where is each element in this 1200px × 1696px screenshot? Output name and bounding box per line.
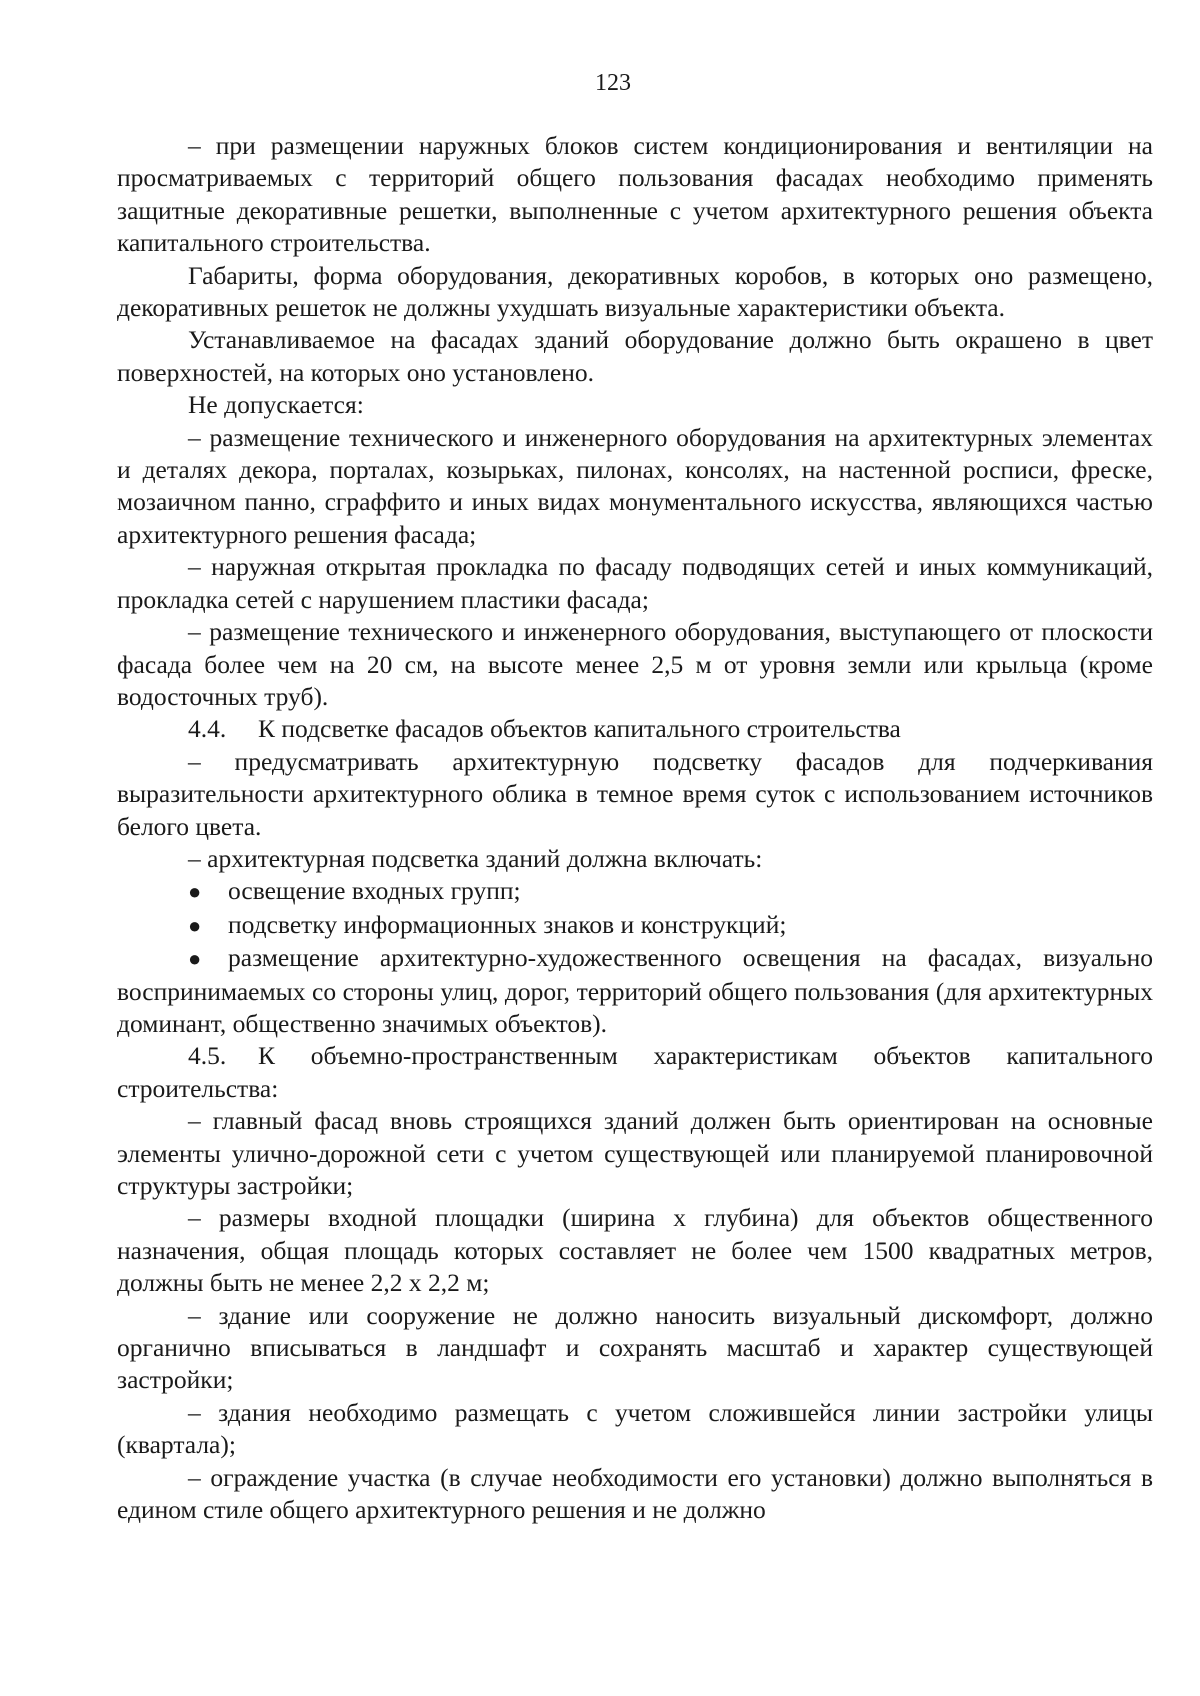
list-item-text: освещение входных групп;: [228, 876, 521, 906]
list-item-text: подсветку информационных знаков и конструкций;: [228, 909, 787, 939]
paragraph: – при размещении наружных блоков систем кондиционирования и вентиляции на просматриваемых с территорий общего пользования фасадах необходимо применять защитные декоративные решетки, выполненные с учетом архитектурного решения объекта капитального строительства.: [117, 131, 1153, 258]
paragraph: Не допускается:: [188, 390, 364, 420]
list-item: [117, 909, 1153, 942]
paragraph: – предусматривать архитектурную подсветку фасадов для подчеркивания выразительности архитектурного облика в темное время суток с использованием источников белого цвета.: [117, 746, 1153, 841]
paragraph: Габариты, форма оборудования, декоративных коробов, в которых оно размещено, декоративных решеток не должны ухудшать визуальные характеристики объекта.: [117, 260, 1153, 323]
list-item-text: размещение архитектурно-художественного освещения на фасадах, визуально воспринимаемых со стороны улиц, дорог, территорий общего пользования (для архитектурных доминант, общественно значимых объектов).: [117, 943, 1153, 1038]
section-title: К подсветке фасадов объектов капитального строительства: [258, 714, 901, 744]
bullet-icon: ●: [188, 879, 202, 905]
paragraph: Устанавливаемое на фасадах зданий оборудование должно быть окрашено в цвет поверхностей, на которых оно установлено.: [117, 325, 1153, 387]
paragraph: – размещение технического и инженерного оборудования, выступающего от плоскости фасада более чем на 20 см, на высоте менее 2,5 м от уровня земли или крыльца (кроме водосточных труб).: [117, 617, 1153, 711]
paragraph: – здания необходимо размещать с учетом сложившейся линии застройки улицы (квартала);: [117, 1397, 1153, 1460]
section-title: К объемно-пространственным характеристикам объектов капитального строительства:: [117, 1041, 1153, 1103]
section-heading-4-4: [117, 713, 1153, 745]
paragraph: – здание или сооружение не должно наносить визуальный дискомфорт, должно органично вписываться в ландшафт и сохранять масштаб и характер существующей застройки;: [117, 1300, 1153, 1395]
paragraph: – архитектурная подсветка зданий должна включать:: [188, 843, 763, 873]
bullet-icon: ●: [188, 946, 202, 972]
paragraph: – главный фасад вновь строящихся зданий должен быть ориентирован на основные элементы улично-дорожной сети с учетом существующей или планируемой планировочной структуры застройки;: [117, 1106, 1153, 1200]
page-number: 123: [595, 70, 631, 96]
section-heading-4-5: [117, 1040, 1153, 1105]
list-item: [117, 875, 1153, 908]
paragraph: – размещение технического и инженерного оборудования на архитектурных элементах и деталях декора, порталах, козырьках, пилонах, консолях, на настенной росписи, фреске, мозаичном панно, сграффито и иных видах монументального искусства, являющихся частью архитектурного решения фасада;: [117, 422, 1153, 549]
paragraph: – ограждение участка (в случае необходимости его установки) должно выполняться в едином стиле общего архитектурного решения и не должно: [117, 1462, 1153, 1525]
section-number: 4.5.: [188, 1041, 227, 1071]
section-number: 4.4.: [188, 714, 227, 744]
document-body: [117, 130, 1153, 1526]
paragraph: – наружная открытая прокладка по фасаду подводящих сетей и иных коммуникаций, прокладка сетей с нарушением пластики фасада;: [117, 552, 1153, 614]
paragraph: – размеры входной площадки (ширина х глубина) для объектов общественного назначения, общая площадь которых составляет не более чем 1500 квадратных метров, должны быть не менее 2,2 х 2,2 м;: [117, 1203, 1153, 1298]
bullet-icon: ●: [188, 912, 202, 938]
list-item: [117, 942, 1153, 1040]
